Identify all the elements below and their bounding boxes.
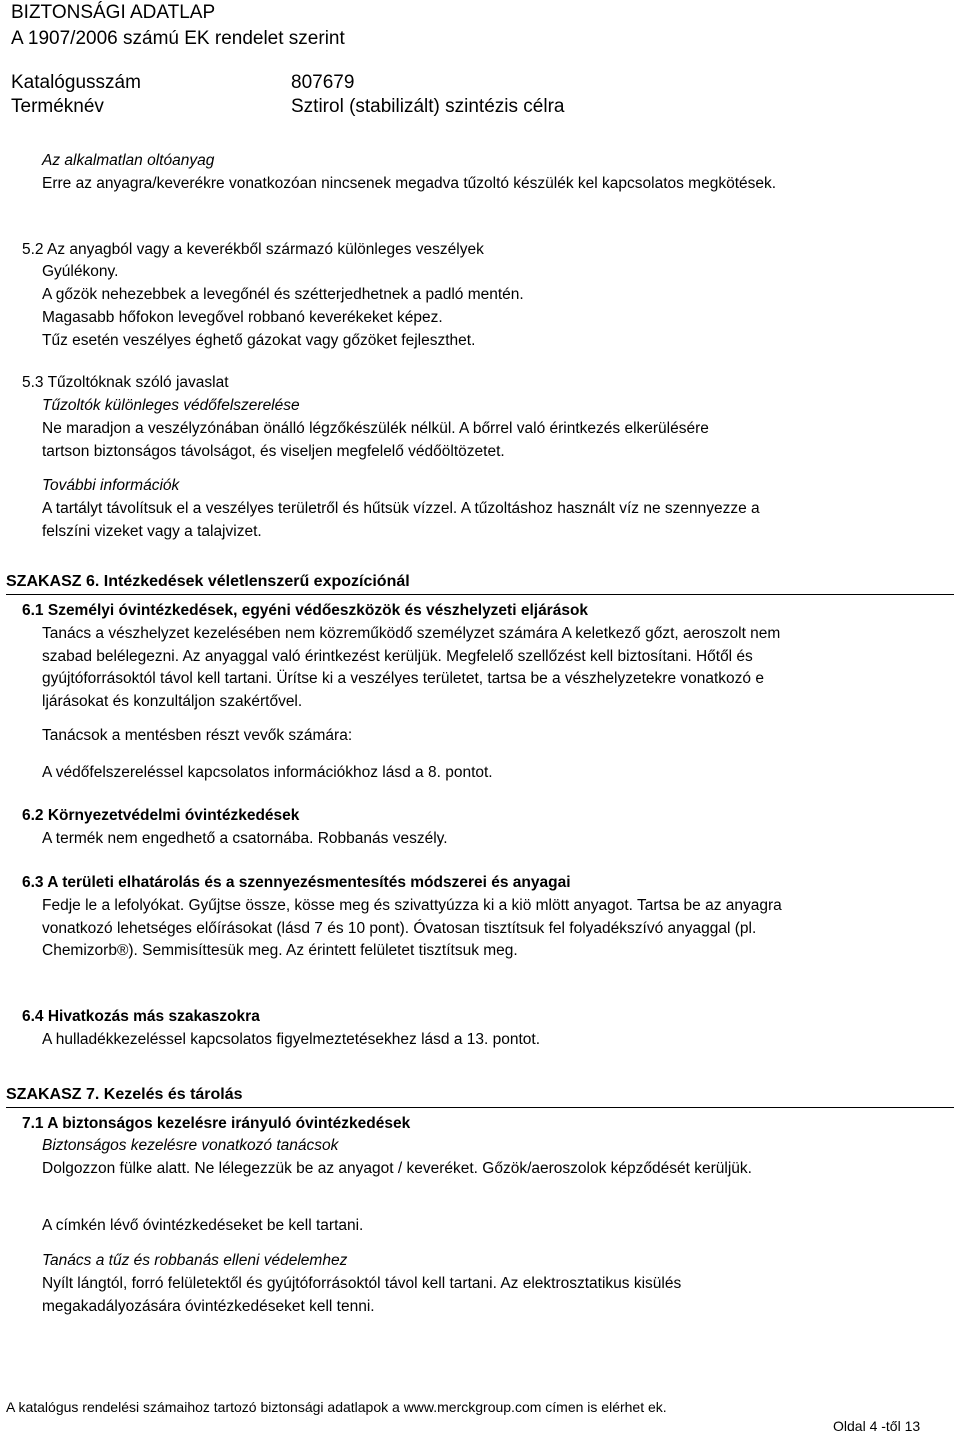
- section-6-2-text: A termék nem engedhető a csatornába. Robbanás veszély.: [42, 830, 448, 847]
- safe-handling-heading: Biztonságos kezelésre vonatkozó tanácsok: [42, 1137, 339, 1154]
- firefighter-equipment-heading: Tűzoltók különleges védőfelszerelése: [42, 397, 300, 414]
- section-6-1-heading: 6.1 Személyi óvintézkedések, egyéni védőeszközök és vészhelyzeti eljárások: [22, 602, 589, 619]
- fire-protection-text: Nyílt lángtól, forró felületektől és gyújtóforrásoktól távol kell tartani. Az elektrosztatikus kisülés megakadályozására óvintézkedéseket kell tenni.: [42, 1275, 682, 1315]
- catalog-number-value: 807679: [291, 72, 355, 93]
- fire-protection-heading: Tanács a tűz és robbanás elleni védelemhez: [42, 1252, 348, 1269]
- label-precautions-text: A címkén lévő óvintézkedéseket be kell tartani.: [42, 1217, 364, 1234]
- section-5-3-heading: 5.3 Tűzoltóknak szóló javaslat: [22, 374, 229, 391]
- footer-note: A katalógus rendelési számaihoz tartozó biztonsági adatlapok a www.merckgroup.com címen is elérhet ek.: [6, 1399, 667, 1415]
- hazard-line-3: Magasabb hőfokon levegővel robbanó keverékeket képez.: [42, 309, 443, 326]
- section-5-2-heading: 5.2 Az anyagból vagy a keverékből származó különleges veszélyek: [22, 241, 484, 258]
- hazard-line-4: Tűz esetén veszélyes éghető gázokat vagy gőzöket fejleszthet.: [42, 332, 476, 349]
- document-title: BIZTONSÁGI ADATLAP: [11, 2, 216, 23]
- product-name-value: Sztirol (stabilizált) szintézis célra: [291, 96, 565, 117]
- section-6-2-heading: 6.2 Környezetvédelmi óvintézkedések: [22, 807, 300, 824]
- safe-handling-text: Dolgozzon fülke alatt. Ne lélegezzük be az anyagot / keveréket. Gőzök/aeroszolok képződését kerüljük.: [42, 1160, 752, 1177]
- further-info-text: A tartályt távolítsuk el a veszélyes területről és hűtsük vízzel. A tűzoltáshoz használt víz ne szennyezze a felszíni vizeket vagy a talajvizet.: [42, 500, 760, 540]
- further-info-heading: További információk: [42, 477, 180, 494]
- hazard-line-2: A gőzök nehezebbek a levegőnél és szétterjedhetnek a padló mentén.: [42, 286, 524, 303]
- section-6-3-text: Fedje le a lefolyókat. Gyűjtse össze, kösse meg és szivattyúzza ki a kiö mlött anyagot. Tartsa be az anyagra vonatkozó lehetséges előírásokat (lásd 7 és 10 pont). Óvatosan tisztítsuk fel folyadékszívó anyaggal (pl. Chemizorb®). Semmisíttesük meg. Az érintett felületet tisztítsuk meg.: [42, 897, 782, 959]
- ppe-reference: A védőfelszereléssel kapcsolatos információkhoz lásd a 8. pontot.: [42, 764, 493, 781]
- section-7-1-heading: 7.1 A biztonságos kezelésre irányuló óvintézkedések: [22, 1115, 411, 1132]
- section-7-title: SZAKASZ 7. Kezelés és tárolás: [6, 1084, 954, 1108]
- unsuitable-media-heading: Az alkalmatlan oltóanyag: [42, 152, 215, 169]
- rescuers-advice: Tanácsok a mentésben részt vevők számára:: [42, 727, 353, 744]
- section-6-title: SZAKASZ 6. Intézkedések véletlenszerű expozíciónál: [6, 571, 954, 595]
- section-6-1-text: Tanács a vészhelyzet kezelésében nem közreműködő személyzet számára A keletkező gőzt, aeroszolt nem szabad belélegezni. Az anyaggal való érintkezést kerüljük. Megfelelő szellőzést kell biztosítani. Hőtől és gyújtóforrásoktól távol kell tartani. Ürítse ki a veszélyes területet, tartsa be a vészhelyzetekre vonatkozó e ljárásokat és konzultáljon szakértővel.: [42, 625, 781, 710]
- section-6-4-text: A hulladékkezeléssel kapcsolatos figyelmeztetésekhez lásd a 13. pontot.: [42, 1031, 541, 1048]
- regulation-subtitle: A 1907/2006 számú EK rendelet szerint: [11, 28, 345, 49]
- hazard-line-1: Gyúlékony.: [42, 263, 119, 280]
- page-number: Oldal 4 -től 13: [833, 1418, 921, 1434]
- section-6-4-heading: 6.4 Hivatkozás más szakaszokra: [22, 1008, 260, 1025]
- section-6-3-heading: 6.3 A területi elhatárolás és a szennyezésmentesítés módszerei és anyagai: [22, 874, 571, 891]
- product-name-label: Terméknév: [11, 96, 104, 117]
- unsuitable-media-text: Erre az anyagra/keverékre vonatkozóan nincsenek megadva tűzoltó készülék kel kapcsolatos megkötések.: [42, 175, 777, 192]
- firefighter-equipment-text: Ne maradjon a veszélyzónában önálló légzőkészülék nélkül. A bőrrel való érintkezés elkerülésére tartson biztonságos távolságot, és viseljen megfelelő védőöltözetet.: [42, 420, 709, 460]
- catalog-number-label: Katalógusszám: [11, 72, 141, 93]
